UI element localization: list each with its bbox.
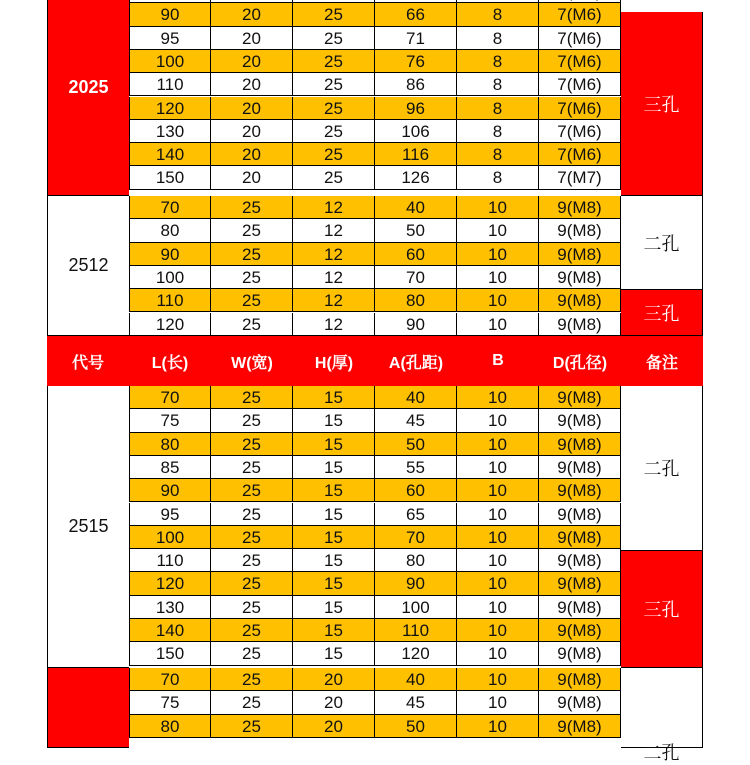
table-cell: 15 xyxy=(293,503,375,526)
table-row xyxy=(129,27,621,50)
table-cell: 66 xyxy=(375,3,457,26)
table-cell: 120 xyxy=(129,313,211,336)
table-cell: 116 xyxy=(375,143,457,166)
table-cell: 60 xyxy=(375,243,457,266)
table-cell: 25 xyxy=(211,572,293,595)
table-cell: 7(M6) xyxy=(539,27,621,50)
table-cell: 100 xyxy=(129,266,211,289)
note-cell-2512-a: 二孔 xyxy=(621,196,703,290)
table-cell: 10 xyxy=(457,619,539,642)
table-cell: 25 xyxy=(293,50,375,73)
table-cell: 25 xyxy=(293,120,375,143)
table-cell: 15 xyxy=(293,456,375,479)
table-cell: 10 xyxy=(457,668,539,691)
table-cell: 25 xyxy=(211,526,293,549)
table-cell: 70 xyxy=(129,386,211,409)
table-cell: 25 xyxy=(293,73,375,96)
table-cell: 25 xyxy=(211,549,293,572)
code-cell-2512: 2512 xyxy=(47,196,129,336)
table-cell: 9(M8) xyxy=(539,549,621,572)
table-cell: 10 xyxy=(457,433,539,456)
table-cell: 90 xyxy=(375,313,457,336)
table-cell: 50 xyxy=(375,433,457,456)
table-cell: 80 xyxy=(375,289,457,312)
table-cell: 25 xyxy=(293,143,375,166)
table-row xyxy=(129,120,621,143)
table-cell: 9(M8) xyxy=(539,668,621,691)
table-cell: 25 xyxy=(211,715,293,738)
table-cell: 25 xyxy=(211,619,293,642)
note-cell-2515-b: 三孔 xyxy=(621,551,703,668)
table-cell: 50 xyxy=(375,219,457,242)
table-cell: 70 xyxy=(129,196,211,219)
table-cell: 100 xyxy=(129,50,211,73)
table-cell: 40 xyxy=(375,668,457,691)
table-cell: 12 xyxy=(293,289,375,312)
table-cell: 70 xyxy=(375,526,457,549)
table-cell: 9(M8) xyxy=(539,596,621,619)
header-remark: 备注 xyxy=(645,354,678,372)
table-cell: 70 xyxy=(129,668,211,691)
table-cell: 15 xyxy=(293,549,375,572)
table-cell: 25 xyxy=(211,503,293,526)
table-cell: 25 xyxy=(211,219,293,242)
table-cell: 9(M8) xyxy=(539,526,621,549)
table-row xyxy=(129,619,621,642)
table-cell: 15 xyxy=(293,409,375,432)
table-cell: 150 xyxy=(129,166,211,189)
table-row xyxy=(129,526,621,549)
table-cell: 10 xyxy=(457,503,539,526)
table-cell: 75 xyxy=(129,691,211,714)
note-cell-2025: 三孔 xyxy=(621,12,703,196)
table-row xyxy=(129,143,621,166)
header-length: L(长) xyxy=(151,354,189,372)
table-cell: 76 xyxy=(375,50,457,73)
header-code: 代号 xyxy=(71,354,104,372)
table-cell: 20 xyxy=(211,120,293,143)
note-cell-2512-b: 三孔 xyxy=(621,290,703,336)
table-cell: 20 xyxy=(293,668,375,691)
table-cell: 70 xyxy=(375,266,457,289)
table-cell: 8 xyxy=(457,143,539,166)
table-cell: 45 xyxy=(375,409,457,432)
table-cell: 80 xyxy=(375,549,457,572)
table-row xyxy=(129,503,621,526)
table-cell: 25 xyxy=(211,668,293,691)
table-row xyxy=(129,596,621,619)
table-cell: 8 xyxy=(457,50,539,73)
table-cell: 90 xyxy=(129,243,211,266)
table-cell: 20 xyxy=(211,166,293,189)
table-cell: 25 xyxy=(211,691,293,714)
table-cell: 120 xyxy=(375,642,457,665)
table-row xyxy=(129,549,621,572)
header-b: B xyxy=(492,352,504,369)
header-thickness: H(厚) xyxy=(314,354,354,372)
table-cell: 12 xyxy=(293,313,375,336)
table-cell: 110 xyxy=(375,619,457,642)
table-cell: 15 xyxy=(293,526,375,549)
table-cell: 96 xyxy=(375,97,457,120)
table-cell: 10 xyxy=(457,715,539,738)
header-hole-diameter: D(孔径) xyxy=(552,354,608,372)
table-cell: 20 xyxy=(211,143,293,166)
code-cell-block4 xyxy=(47,668,129,748)
table-cell: 12 xyxy=(293,266,375,289)
table-cell: 15 xyxy=(293,619,375,642)
table-cell: 100 xyxy=(375,596,457,619)
table-cell: 130 xyxy=(129,120,211,143)
table-cell: 25 xyxy=(293,3,375,26)
table-cell: 95 xyxy=(129,27,211,50)
table-cell: 10 xyxy=(457,313,539,336)
table-cell: 20 xyxy=(211,73,293,96)
table-cell: 90 xyxy=(129,3,211,26)
table-cell: 25 xyxy=(211,243,293,266)
table-row xyxy=(129,97,621,120)
table-cell: 12 xyxy=(293,243,375,266)
table-cell: 9(M8) xyxy=(539,456,621,479)
table-cell: 20 xyxy=(293,715,375,738)
table-cell: 7(M7) xyxy=(539,166,621,189)
table-row xyxy=(129,166,621,189)
table-cell: 25 xyxy=(293,27,375,50)
table-cell: 25 xyxy=(211,409,293,432)
table-cell: 10 xyxy=(457,691,539,714)
table-cell: 25 xyxy=(211,289,293,312)
header-hole-spacing: A(孔距) xyxy=(388,354,444,372)
table-row xyxy=(129,642,621,665)
table-cell: 9(M8) xyxy=(539,715,621,738)
table-cell: 71 xyxy=(375,27,457,50)
table-cell: 10 xyxy=(457,479,539,502)
table-cell: 25 xyxy=(211,596,293,619)
table-cell: 86 xyxy=(375,73,457,96)
table-cell: 9(M8) xyxy=(539,433,621,456)
table-cell: 10 xyxy=(457,243,539,266)
table-cell: 40 xyxy=(375,386,457,409)
table-row xyxy=(129,409,621,432)
table-cell: 100 xyxy=(129,526,211,549)
table-cell: 9(M8) xyxy=(539,289,621,312)
table-cell: 10 xyxy=(457,596,539,619)
table-cell: 25 xyxy=(211,479,293,502)
table-row xyxy=(129,572,621,595)
table-cell: 140 xyxy=(129,143,211,166)
table-cell: 10 xyxy=(457,456,539,479)
table-cell: 9(M8) xyxy=(539,409,621,432)
table-cell: 25 xyxy=(293,97,375,120)
table-row xyxy=(129,3,621,26)
table-cell: 25 xyxy=(211,386,293,409)
table-cell: 10 xyxy=(457,642,539,665)
table-cell: 75 xyxy=(129,409,211,432)
table-cell: 25 xyxy=(211,456,293,479)
table-cell: 65 xyxy=(375,503,457,526)
table-cell: 80 xyxy=(129,433,211,456)
table-cell: 9(M8) xyxy=(539,642,621,665)
table-row xyxy=(129,289,621,312)
table-cell: 9(M8) xyxy=(539,313,621,336)
table-cell: 9(M8) xyxy=(539,386,621,409)
table-cell: 110 xyxy=(129,73,211,96)
table-cell: 40 xyxy=(375,196,457,219)
table-cell: 20 xyxy=(211,50,293,73)
table-cell: 20 xyxy=(211,3,293,26)
table-cell: 8 xyxy=(457,27,539,50)
table-cell: 8 xyxy=(457,120,539,143)
table-cell: 9(M8) xyxy=(539,243,621,266)
table-cell: 25 xyxy=(211,642,293,665)
table-cell: 15 xyxy=(293,433,375,456)
table-cell: 45 xyxy=(375,691,457,714)
table-cell: 85 xyxy=(129,456,211,479)
table-cell: 25 xyxy=(293,166,375,189)
table-cell: 15 xyxy=(293,642,375,665)
table-cell: 55 xyxy=(375,456,457,479)
table-cell: 15 xyxy=(293,572,375,595)
table-cell: 9(M8) xyxy=(539,479,621,502)
table-row xyxy=(129,433,621,456)
table-cell: 126 xyxy=(375,166,457,189)
table-cell: 140 xyxy=(129,619,211,642)
table-row xyxy=(129,668,621,691)
table-cell: 130 xyxy=(129,596,211,619)
header-width: W(宽) xyxy=(231,354,273,372)
table-row xyxy=(129,691,621,714)
table-cell: 120 xyxy=(129,572,211,595)
table-row xyxy=(129,266,621,289)
column-header-row xyxy=(47,336,703,386)
table-row xyxy=(129,456,621,479)
table-cell: 10 xyxy=(457,219,539,242)
table-cell: 12 xyxy=(293,219,375,242)
table-cell: 10 xyxy=(457,572,539,595)
table-cell: 10 xyxy=(457,526,539,549)
table-cell: 15 xyxy=(293,386,375,409)
table-cell: 150 xyxy=(129,642,211,665)
note-cell-2515-a: 二孔 xyxy=(621,386,703,551)
table-cell: 8 xyxy=(457,73,539,96)
table-row xyxy=(129,73,621,96)
table-cell: 25 xyxy=(211,266,293,289)
table-cell: 95 xyxy=(129,503,211,526)
code-cell-2025: 2025 xyxy=(47,0,129,196)
table-cell: 20 xyxy=(211,27,293,50)
table-row xyxy=(129,219,621,242)
table-cell: 7(M6) xyxy=(539,73,621,96)
table-cell: 9(M8) xyxy=(539,572,621,595)
table-cell: 9(M8) xyxy=(539,196,621,219)
table-row xyxy=(129,386,621,409)
table-cell: 9(M8) xyxy=(539,219,621,242)
table-cell: 60 xyxy=(375,479,457,502)
table-cell: 20 xyxy=(293,691,375,714)
table-cell: 80 xyxy=(129,715,211,738)
table-row xyxy=(129,50,621,73)
table-cell: 110 xyxy=(129,289,211,312)
table-cell: 8 xyxy=(457,97,539,120)
table-cell: 80 xyxy=(129,219,211,242)
table-cell: 25 xyxy=(211,433,293,456)
table-cell: 15 xyxy=(293,479,375,502)
code-cell-2515: 2515 xyxy=(47,386,129,668)
table-cell: 9(M8) xyxy=(539,691,621,714)
table-cell: 10 xyxy=(457,409,539,432)
table-cell: 25 xyxy=(211,313,293,336)
table-row xyxy=(129,479,621,502)
table-cell: 110 xyxy=(129,549,211,572)
table-row xyxy=(129,313,621,336)
table-cell: 90 xyxy=(129,479,211,502)
table-cell: 120 xyxy=(129,97,211,120)
table-cell: 7(M6) xyxy=(539,143,621,166)
table-cell: 7(M6) xyxy=(539,50,621,73)
table-cell: 9(M8) xyxy=(539,619,621,642)
table-cell: 106 xyxy=(375,120,457,143)
table-cell: 10 xyxy=(457,386,539,409)
table-cell: 10 xyxy=(457,289,539,312)
table-cell: 7(M6) xyxy=(539,97,621,120)
table-cell: 25 xyxy=(211,196,293,219)
table-cell: 12 xyxy=(293,196,375,219)
table-cell: 50 xyxy=(375,715,457,738)
table-cell: 15 xyxy=(293,596,375,619)
table-cell: 7(M6) xyxy=(539,3,621,26)
table-cell: 8 xyxy=(457,3,539,26)
table-cell: 90 xyxy=(375,572,457,595)
table-row xyxy=(129,196,621,219)
table-row xyxy=(129,243,621,266)
table-cell: 7(M6) xyxy=(539,120,621,143)
table-cell: 20 xyxy=(211,97,293,120)
table-cell: 10 xyxy=(457,549,539,572)
table-cell: 10 xyxy=(457,266,539,289)
table-row xyxy=(129,715,621,738)
table-cell: 9(M8) xyxy=(539,266,621,289)
note-cell-block4: 二孔 xyxy=(621,668,703,748)
table-cell: 10 xyxy=(457,196,539,219)
table-cell: 8 xyxy=(457,166,539,189)
table-cell: 9(M8) xyxy=(539,503,621,526)
